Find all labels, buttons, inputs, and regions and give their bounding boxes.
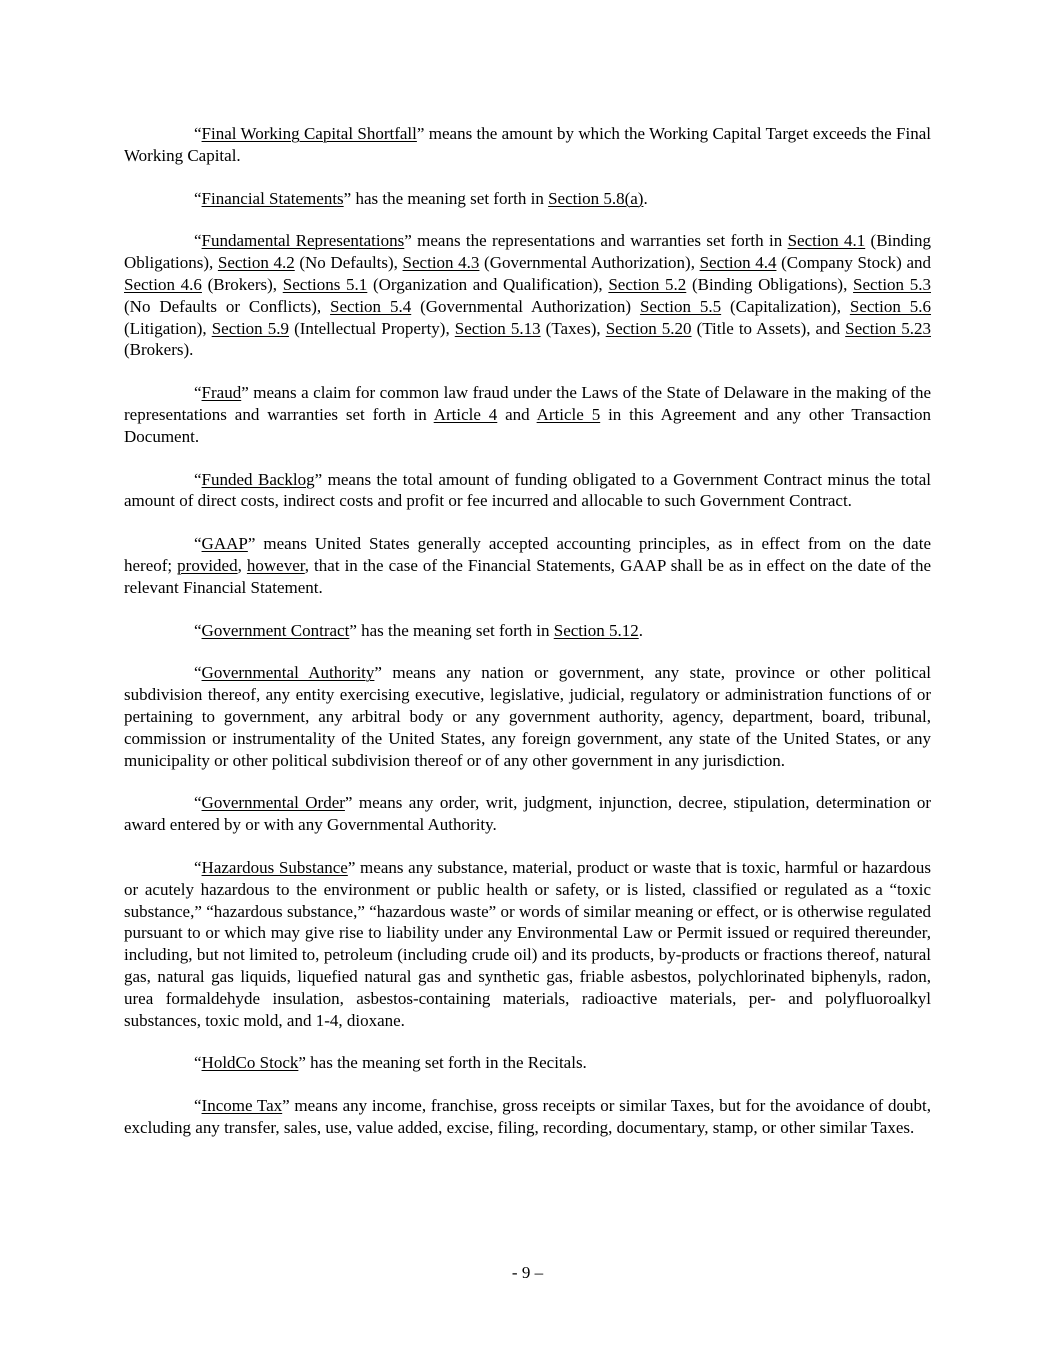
definition-text: “ xyxy=(194,383,202,403)
definition-text: “ xyxy=(194,124,202,143)
defined-term-or-reference: Section 5.12 xyxy=(553,620,639,640)
definition-text: . xyxy=(638,620,643,640)
defined-term-or-reference: Section 5.13 xyxy=(454,318,541,338)
definition-text: ” means the amount by which the Working Capital Target exceeds the Final Working Capital. xyxy=(124,124,931,165)
defined-term-or-reference: Section 5.20 xyxy=(605,318,692,338)
definition-text: (Binding Obligations), xyxy=(686,274,854,294)
defined-term-or-reference: Fundamental Representations xyxy=(201,231,405,251)
definition-text: “ xyxy=(194,1053,202,1073)
definition-governmental-authority xyxy=(124,662,931,771)
definition-text: “ xyxy=(194,469,202,489)
definition-text: “ xyxy=(194,663,202,683)
defined-term-or-reference: HoldCo Stock xyxy=(201,1053,299,1073)
defined-term-or-reference: Section 5.4 xyxy=(330,296,412,316)
definition-text: (Brokers). xyxy=(124,340,194,360)
defined-term-or-reference: Section 5.23 xyxy=(845,318,931,338)
defined-term-or-reference: Section 5.9 xyxy=(211,318,289,338)
defined-term-or-reference: Income Tax xyxy=(201,1096,283,1116)
definition-text: ” means any order, writ, judgment, injunction, decree, stipulation, determination or award entered by or with any Governmental Authority. xyxy=(124,793,931,835)
definition-text: “ xyxy=(194,793,202,813)
definition-text: ” means the representations and warranties set forth in xyxy=(404,231,788,251)
defined-term-or-reference: Article 5 xyxy=(536,404,601,424)
defined-term-or-reference: Financial Statements xyxy=(201,188,344,208)
definition-text: ” means any nation or government, any state, province or other political subdivision thereof, any entity exercising executive, legislative, judicial, regulatory or administration functions of or pertaining to government, any arbitral body or any government authority, agency, department, board, tribunal, commission or instrumentality of the United States, any foreign government, any state of the United States, or any municipality or other political subdivision thereof or of any other government in any jurisdiction. xyxy=(124,663,932,770)
defined-term-or-reference: Funded Backlog xyxy=(201,469,315,489)
defined-term-or-reference: Section 4.1 xyxy=(787,231,866,251)
defined-term-or-reference: Section 5.3 xyxy=(853,274,931,294)
definition-text: , xyxy=(237,555,247,575)
definition-text: “ xyxy=(194,188,202,208)
document-page xyxy=(124,123,931,1160)
definition-text: “ xyxy=(194,1096,202,1116)
definition-text: ” means a claim for common law fraud under the Laws of the State of Delaware in the making of the representations and warranties set forth in xyxy=(124,383,931,424)
definition-text: (Organization and Qualification), xyxy=(367,274,609,294)
definition-text: (Brokers), xyxy=(201,274,283,294)
definition-government-contract xyxy=(124,620,931,642)
definitions-list xyxy=(124,123,931,1139)
definition-text: ” means any substance, material, product or waste that is toxic, harmful or hazardous or acutely hazardous to the environment or public health or safety, or is listed, classified or regulated as a “toxic substance,” “hazardous substance,” “hazardous waste” or words of similar meaning or effect, or is otherwise regulated pursuant to or which may give rise to liability under any Environmental Law or Permit issued or required thereunder, including, but not limited to, petroleum (including crude oil) and its products, by-products or fractions thereof, natural gas, natural gas liquids, liquefied natural gas and synthetic gas, friable asbestos, polychlorinated biphenyls, radon, urea formaldehyde insulation, asbestos-containing materials, radioactive materials, per- and polyfluoroalkyl substances, toxic mold, and 1-4, dioxane. xyxy=(124,857,932,1030)
defined-term-or-reference: Fraud xyxy=(201,383,242,403)
defined-term-or-reference: Section 5.6 xyxy=(849,296,932,316)
definition-text: ” has the meaning set forth in xyxy=(349,620,554,640)
defined-term-or-reference: Section 4.3 xyxy=(402,253,480,273)
defined-term-or-reference: however xyxy=(246,555,305,575)
defined-term-or-reference: Section 5.5 xyxy=(639,296,722,316)
definition-fundamental-representations xyxy=(124,230,931,361)
definition-final-working-capital-shortfall xyxy=(124,123,931,167)
definition-text: “ xyxy=(194,534,202,554)
defined-term-or-reference: Section 5.8(a) xyxy=(548,188,644,208)
definition-text: “ xyxy=(194,620,202,640)
definition-text: ” means United States generally accepted accounting principles, as in effect from on the date hereof; xyxy=(124,534,931,575)
definition-text: “ xyxy=(194,857,202,877)
definition-text: (Litigation), xyxy=(124,318,212,338)
definition-income-tax xyxy=(124,1095,931,1139)
definition-governmental-order xyxy=(124,792,931,836)
definition-text: “ xyxy=(194,231,202,251)
definition-text: . xyxy=(643,188,648,208)
defined-term-or-reference: Section 4.4 xyxy=(699,253,777,273)
definition-text: (Taxes), xyxy=(540,318,606,338)
defined-term-or-reference: Final Working Capital Shortfall xyxy=(201,124,417,143)
defined-term-or-reference: Section 4.2 xyxy=(217,253,295,273)
defined-term-or-reference: Hazardous Substance xyxy=(201,857,348,877)
page-number: - 9 – xyxy=(511,1263,544,1282)
definition-text: in this Agreement and any other Transaction Document. xyxy=(124,404,932,446)
definition-text: (Title to Assets), and xyxy=(691,318,846,338)
definition-text: (Company Stock) and xyxy=(776,253,932,273)
defined-term-or-reference: Sections 5.1 xyxy=(282,274,368,294)
definition-text: (No Defaults), xyxy=(294,253,403,273)
definition-text: ” means any income, franchise, gross receipts or similar Taxes, but for the avoidance of doubt, excluding any transfer, sales, use, value added, excise, filing, recording, documentary, stamp, or other similar Taxes. xyxy=(124,1096,931,1137)
definition-funded-backlog xyxy=(124,469,931,513)
definition-text: (Intellectual Property), xyxy=(289,318,455,338)
defined-term-or-reference: provided xyxy=(177,555,238,575)
definition-holdco-stock xyxy=(124,1052,931,1074)
definition-text: ” has the meaning set forth in the Recitals. xyxy=(298,1053,587,1073)
defined-term-or-reference: Governmental Order xyxy=(201,793,345,813)
definition-text: (Governmental Authorization), xyxy=(479,253,700,273)
defined-term-or-reference: Section 4.6 xyxy=(124,274,202,294)
definition-fraud xyxy=(124,382,931,447)
definition-text: (Binding Obligations), xyxy=(124,231,932,273)
defined-term-or-reference: Article 4 xyxy=(433,404,498,424)
definition-text: (No Defaults or Conflicts), xyxy=(124,296,331,316)
definition-text: (Capitalization), xyxy=(721,296,850,316)
definition-text: ” has the meaning set forth in xyxy=(343,188,549,208)
definition-text: and xyxy=(497,404,537,424)
definition-text: (Governmental Authorization) xyxy=(411,296,640,316)
definition-text: ” means the total amount of funding obligated to a Government Contract minus the total amount of direct costs, indirect costs and profit or fee incurred and allocable to such Government Contract. xyxy=(124,469,931,511)
defined-term-or-reference: GAAP xyxy=(201,534,248,554)
definition-hazardous-substance xyxy=(124,857,931,1031)
defined-term-or-reference: Governmental Authority xyxy=(201,663,375,683)
definition-gaap xyxy=(124,533,931,598)
defined-term-or-reference: Government Contract xyxy=(201,620,350,640)
defined-term-or-reference: Section 5.2 xyxy=(608,274,687,294)
definition-text: , that in the case of the Financial Statements, GAAP shall be as in effect on the date of the relevant Financial Statement. xyxy=(124,555,932,597)
definition-financial-statements xyxy=(124,188,931,210)
